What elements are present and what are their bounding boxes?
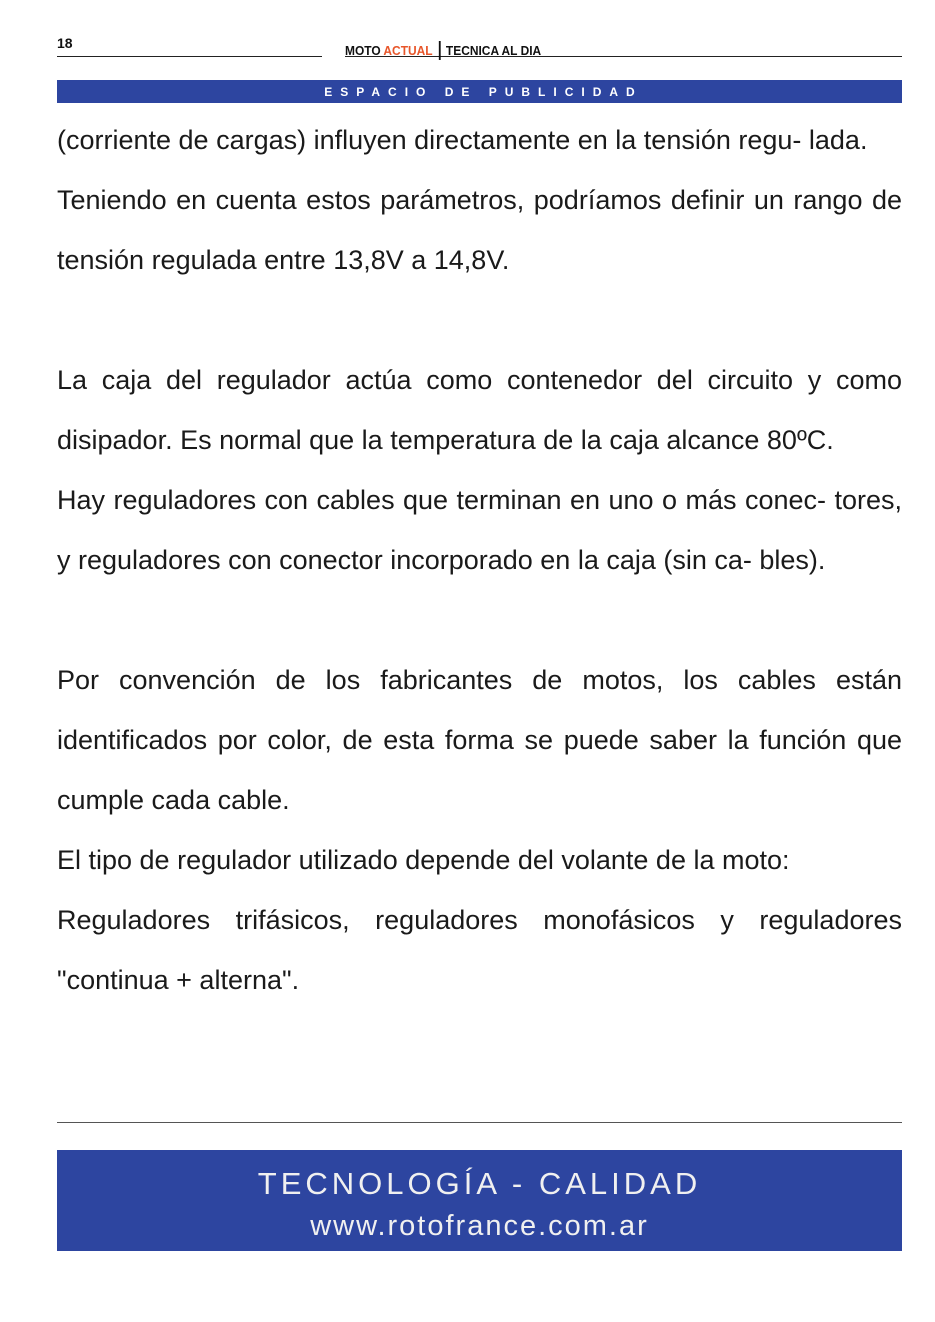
paragraph-3: La caja del regulador actúa como contenedor del circuito y como disipador. Es normal que la temperatura de la caja alcance 80ºC. bbox=[57, 365, 902, 455]
paragraph-gap bbox=[57, 290, 902, 350]
footer-tagline: TECNOLOGÍA - CALIDAD bbox=[257, 1166, 702, 1201]
brand-actual: ACTUAL bbox=[383, 43, 433, 58]
brand-separator bbox=[439, 41, 440, 60]
header-brand bbox=[345, 41, 541, 60]
paragraph-6: El tipo de regulador utilizado depende del volante de la moto: bbox=[57, 845, 790, 875]
paragraph-7: Reguladores trifásicos, reguladores monofásicos y reguladores "continua + alterna". bbox=[57, 905, 902, 995]
paragraph-2: Teniendo en cuenta estos parámetros, podríamos definir un rango de tensión regulada entre 13,8V a 14,8V. bbox=[57, 185, 902, 275]
footer-url[interactable]: www.rotofrance.com.ar bbox=[310, 1210, 649, 1242]
paragraph-gap bbox=[57, 590, 902, 650]
page-number: 18 bbox=[57, 35, 73, 51]
paragraph-5: Por convención de los fabricantes de motos, los cables están identificados por color, de esta forma se puede saber la función que cumple cada cable. bbox=[57, 665, 902, 815]
bottom-rule bbox=[57, 1122, 902, 1123]
ad-space-strip bbox=[57, 80, 902, 103]
paragraph-1: (corriente de cargas) influyen directamente en la tensión regu- lada. bbox=[57, 125, 868, 155]
ad-space-label: ESPACIO DE PUBLICIDAD bbox=[324, 84, 643, 99]
footer-ad-banner bbox=[57, 1150, 902, 1251]
section-title: TECNICA AL DIA bbox=[445, 43, 542, 58]
article-body bbox=[57, 110, 902, 1010]
paragraph-4: Hay reguladores con cables que terminan en uno o más conec- tores, y reguladores con conector incorporado en la caja (sin ca- bles). bbox=[57, 485, 902, 575]
brand-moto: MOTO bbox=[345, 43, 381, 58]
header-rule-left bbox=[57, 56, 322, 57]
